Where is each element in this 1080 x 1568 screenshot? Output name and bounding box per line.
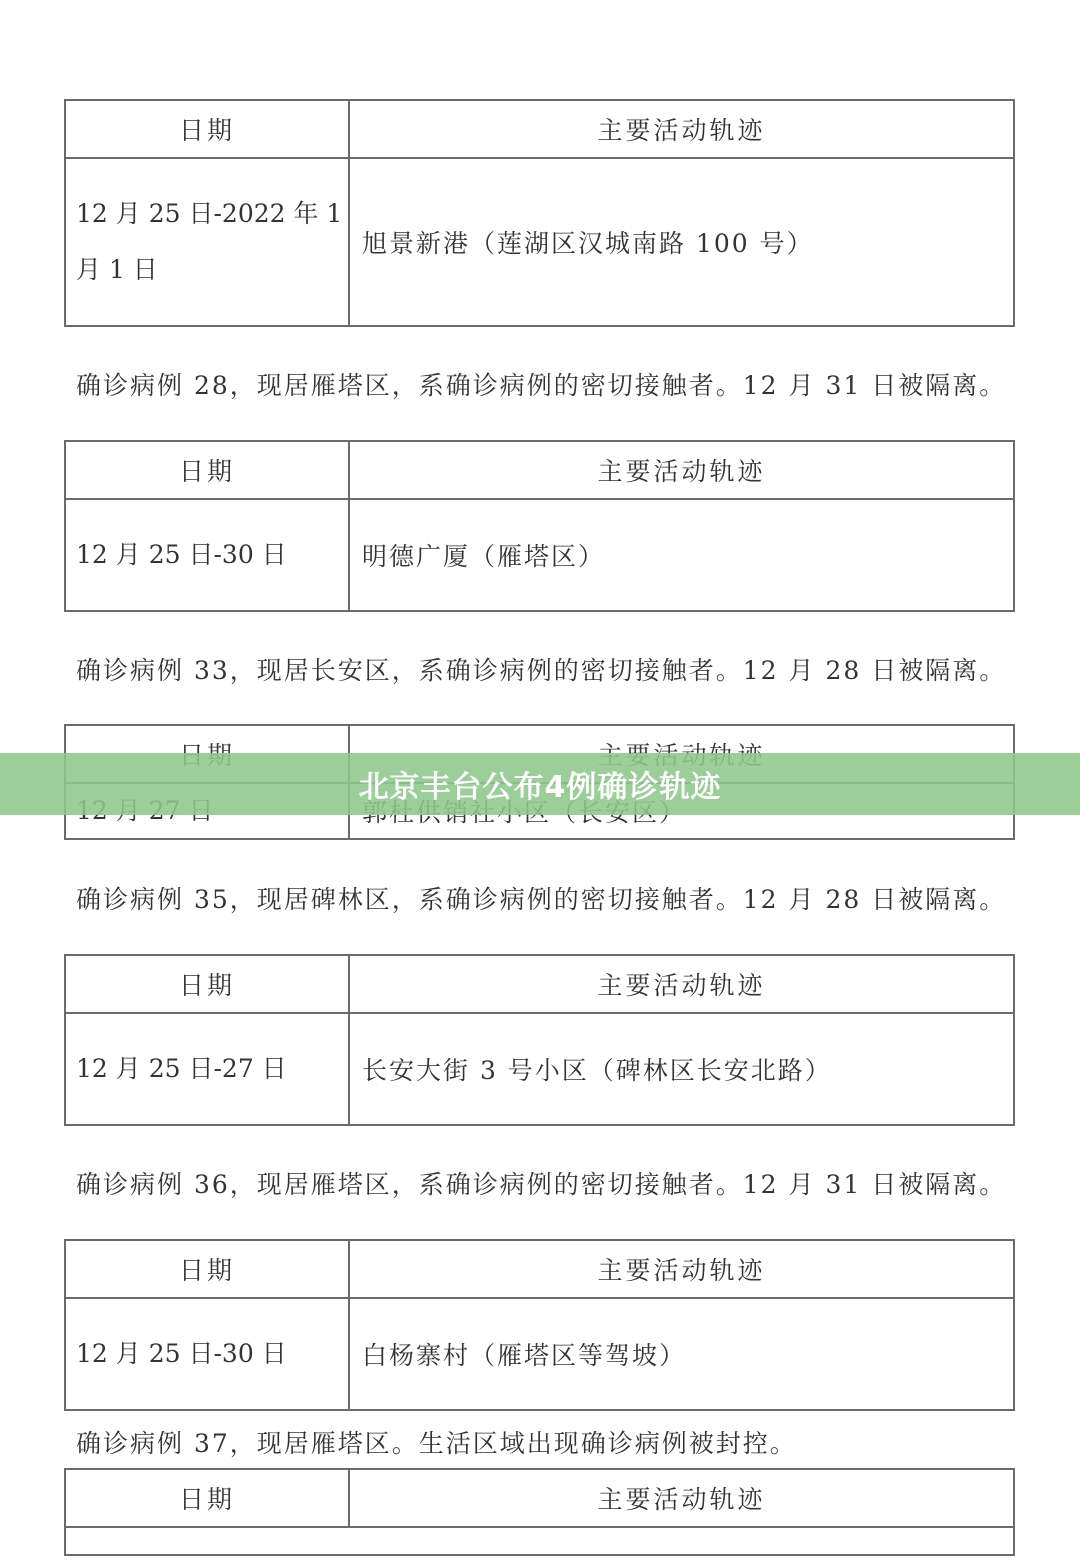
row-date (66, 159, 350, 325)
case-note: 确诊病例 33，现居长安区，系确诊病例的密切接触者。12 月 28 日被隔离。 (76, 656, 1007, 685)
header-date: 日期 (66, 1470, 350, 1526)
track-table (64, 99, 1015, 327)
track-table (64, 1239, 1015, 1411)
table-row (66, 1299, 1013, 1409)
table-row (66, 159, 1013, 325)
row-track: 白杨寨村（雁塔区等驾坡） (362, 1341, 687, 1370)
row-date: 12 月 25 日-30 日 (66, 500, 350, 610)
header-track: 主要活动轨迹 (597, 1485, 766, 1514)
table-row (66, 500, 1013, 610)
track-table (64, 440, 1015, 612)
header-track: 主要活动轨迹 (597, 116, 766, 145)
row-date-line1: 12 月 25 日-2022 年 1 (76, 199, 343, 228)
case-note: 确诊病例 35，现居碑林区，系确诊病例的密切接触者。12 月 28 日被隔离。 (76, 885, 1007, 914)
row-track: 长安大街 3 号小区（碑林区长安北路） (362, 1056, 832, 1085)
row-date: 12 月 25 日-27 日 (66, 1014, 350, 1124)
header-track: 主要活动轨迹 (597, 457, 766, 486)
row-track: 旭景新港（莲湖区汉城南路 100 号） (362, 229, 814, 258)
table-header (66, 101, 1013, 159)
header-track: 主要活动轨迹 (597, 1256, 766, 1285)
track-table (64, 954, 1015, 1126)
case-note: 确诊病例 37，现居雁塔区。生活区域出现确诊病例被封控。 (76, 1429, 797, 1458)
case-note: 确诊病例 28，现居雁塔区，系确诊病例的密切接触者。12 月 31 日被隔离。 (76, 371, 1007, 400)
table-header (66, 956, 1013, 1014)
row-track: 明德广厦（雁塔区） (362, 542, 606, 571)
header-date: 日期 (66, 101, 350, 157)
header-date: 日期 (66, 442, 350, 498)
track-table (64, 1468, 1015, 1556)
table-header (66, 1470, 1013, 1528)
row-date: 12 月 25 日-30 日 (66, 1299, 350, 1409)
row-date-line2: 月 1 日 (76, 255, 158, 284)
header-date: 日期 (66, 956, 350, 1012)
header-date: 日期 (66, 1241, 350, 1297)
header-track: 主要活动轨迹 (597, 971, 766, 1000)
title-banner (0, 753, 1080, 815)
banner-title: 北京丰台公布4例确诊轨迹 (358, 770, 722, 805)
table-row (66, 1014, 1013, 1124)
table-header (66, 442, 1013, 500)
case-note: 确诊病例 36，现居雁塔区，系确诊病例的密切接触者。12 月 31 日被隔离。 (76, 1170, 1007, 1199)
table-header (66, 1241, 1013, 1299)
